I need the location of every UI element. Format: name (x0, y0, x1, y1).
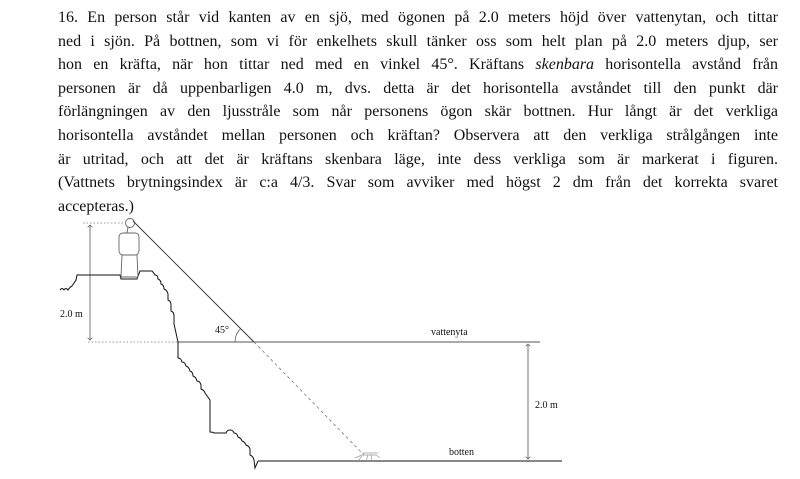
problem-line: (Vattnets brytningsindex är c:a 4/3. Svar som avviker med högst 2 dm från det korrekta svaret (58, 174, 778, 192)
problem-line: förlängningen av den ljusstråle som når personens ögon skär bottnen. Hur långt är det verkliga (58, 103, 778, 121)
person-legs (121, 255, 138, 277)
problem-line: accepteras.) (58, 197, 134, 215)
problem-line: personen är då uppenbarligen 4.0 m, dvs. detta är det horisontella avståndet till den punkt där (58, 79, 778, 97)
water-surface-label: vattenyta (431, 327, 468, 338)
problem-line: horisontella avståndet mellan personen och kräftan? Observera att den verkliga strålgången inte (58, 126, 778, 144)
problem-line: är utritad, och att det är kräftans skenbara läge, inte dess verkliga som är markerat i figuren. (58, 150, 778, 168)
bottom-label: botten (449, 447, 474, 458)
person-neck (127, 227, 128, 233)
emphasis-skenbara: skenbara (535, 56, 595, 74)
height-label: 2.0 m (60, 309, 83, 320)
person-head-eye (126, 219, 135, 228)
problem-line: 16. En person står vid kanten av en sjö, med ögonen på 2.0 meters höjd över vattenytan, och tittar (58, 9, 778, 26)
extended-sight-line-dashed (254, 342, 364, 455)
person-body (119, 233, 139, 255)
angle-arc (235, 329, 241, 342)
problem-line: hon en kräfta, när hon tittar ned med en vinkel 45°. Kräftans skenbara horisontella avstånd från (58, 56, 778, 74)
depth-label: 2.0 m (535, 400, 558, 411)
crayfish-icon (355, 453, 380, 461)
angle-label: 45° (215, 325, 229, 336)
problem-line: ned i sjön. På bottnen, som vi för enkelhets skull tänker oss som helt plan på 2.0 meters djup, ser (58, 32, 778, 50)
sight-line (133, 221, 254, 342)
